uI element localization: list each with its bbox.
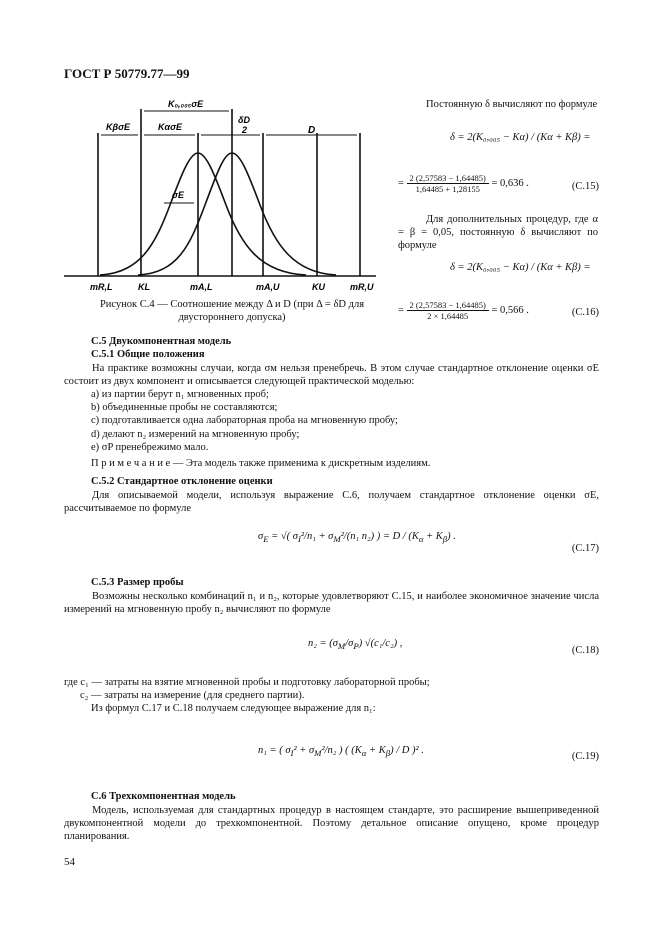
eq16-denominator: 2 × 1,64485 — [427, 311, 469, 321]
list-item: d) делают n₂ измерений на мгновенную пробу; — [91, 428, 300, 440]
label-KL: KL — [138, 282, 150, 292]
equation-c17: $\sigma_E$ = √( $\sigma_I^2/n_1 + \sigma_M^2/(n_1$ n₂) ) = $D / (K_\alpha + K_\beta)$ . — [258, 531, 456, 545]
c52-paragraph: Для описываемой модели, используя выражение С.6, получаем стандартное отклонение оценки σE, рассчитываемое по формуле — [64, 490, 599, 515]
list-item: c) подготавливается одна лабораторная проба на мгновенную пробу; — [91, 415, 398, 427]
distribution-curve-right — [138, 153, 336, 275]
eq15-numerator: 2 (2,57583 − 1,64485) — [407, 173, 489, 184]
right-paragraph-2: Для дополнительных процедур, где α = β = 0,05, постоянную δ вычисляют по формуле — [398, 214, 598, 252]
c53-paragraph-2: Из формул С.17 и С.18 получаем следующее выражение для n₁: — [91, 703, 376, 714]
label-k0005: K₀,₀₀₅σE — [168, 99, 204, 109]
list-item: b) объединенные пробы не составляются; — [91, 402, 278, 414]
label-kalpha: KασE — [158, 122, 183, 132]
label-delta: δD — [238, 115, 250, 125]
section-c53-title: С.5.3 Размер пробы — [91, 577, 184, 588]
c53-paragraph: Возможны несколько комбинаций n₁ и n₂, которые удовлетворяют С.15, и наиболее экономичное значение числа измерений на мгновенную пробу n₂ вычисляют по формуле — [64, 591, 599, 616]
eq19-number: (С.19) — [571, 751, 599, 762]
eq16-result: = 0,566 . — [491, 304, 529, 316]
eq15-result: = 0,636 . — [491, 177, 529, 189]
label-sigmaE: σE — [172, 190, 184, 200]
equation-c16: = $\frac{2 (2,57583 - 1,64485)}{2 \times 1,64485}$ = 0,566 . — [398, 300, 529, 321]
section-c52-title: С.5.2 Стандартное отклонение оценки — [91, 476, 273, 487]
caption-line-2: двустороннего допуска) — [178, 312, 286, 323]
c6-paragraph: Модель, используемая для стандартных процедур в настоящем стандарте, это расширение вышеприведенной двукомпонентной модели до трехкомпонентной. Поэтому детальное описание опущено, кроме процедур планирования. — [64, 805, 599, 843]
eq18-number: (С.18) — [571, 645, 599, 656]
section-c5-title: С.5 Двукомпонентная модель — [91, 336, 232, 347]
figure-caption — [82, 298, 382, 324]
label-mAL: mA,L — [190, 282, 213, 292]
label-KU: KU — [312, 282, 325, 292]
eq15-number: (С.15) — [571, 181, 599, 192]
label-two: 2 — [242, 125, 248, 135]
note: П р и м е ч а н и е — Эта модель также применима к дискретным изделиям. — [91, 458, 431, 469]
section-c51-title: С.5.1 Общие положения — [91, 349, 205, 360]
where-line-1: где c₁ — затраты на взятие мгновенной пробы и подготовку лабораторной пробы; — [64, 677, 430, 688]
section-c6-title: С.6 Трехкомпонентная модель — [91, 791, 236, 802]
equation-c15: = $\frac{2 (2,57583 - 1,64485)}{1,64485 + 1,28155}$ = 0,636 . — [398, 173, 529, 194]
c51-paragraph: На практике возможны случаи, когда σм нельзя пренебречь. В этом случае стандартное отклонение оценки σE состоит из двух компонент и описывается следующей практической моделью: — [64, 363, 599, 388]
equation-delta-1: δ = 2(K₀,₀₀₅ − Kα) / (Kα + Kβ) = — [450, 132, 591, 143]
list-item: e) σP пренебрежимо мало. — [91, 441, 209, 453]
page-number: 54 — [64, 856, 75, 868]
eq16-number: (С.16) — [571, 307, 599, 318]
equation-c18: $n_2 = (\sigma_M/\sigma_P)$ √(c₁/c₂) , — [308, 638, 403, 652]
eq16-numerator: 2 (2,57583 − 1,64485) — [407, 300, 489, 311]
label-mRU: mR,U — [350, 282, 374, 292]
label-D: D — [308, 125, 316, 136]
equation-c19: n₁ = ( $\sigma_I^2 + \sigma_M^2/n_2$ ) ( $(K_\alpha + K_\beta) / D$ )² . — [258, 745, 424, 759]
caption-line-1: Рисунок С.4 — Соотношение между Δ и D (при Δ = δD для — [99, 299, 365, 310]
equation-delta-2: δ = 2(K₀,₀₀₅ − Kα) / (Kα + Kβ) = — [450, 262, 591, 273]
where-line-2: c₂ — затраты на измерение (для среднего партии). — [80, 690, 305, 701]
distribution-curve-left — [100, 153, 306, 275]
label-mRL: mR,L — [90, 282, 113, 292]
list-item: a) из партии берут n₁ мгновенных проб; — [91, 389, 269, 400]
label-kbeta: KβσE — [106, 122, 131, 132]
right-paragraph-1: Постоянную δ вычисляют по формуле — [426, 99, 598, 110]
eq15-denominator: 1,64485 + 1,28155 — [415, 184, 480, 194]
label-mAU: mA,U — [256, 282, 280, 292]
distribution-figure — [60, 95, 380, 295]
document-header: ГОСТ Р 50779.77—99 — [64, 66, 190, 81]
eq17-number: (С.17) — [571, 543, 599, 554]
model-list — [91, 388, 591, 454]
